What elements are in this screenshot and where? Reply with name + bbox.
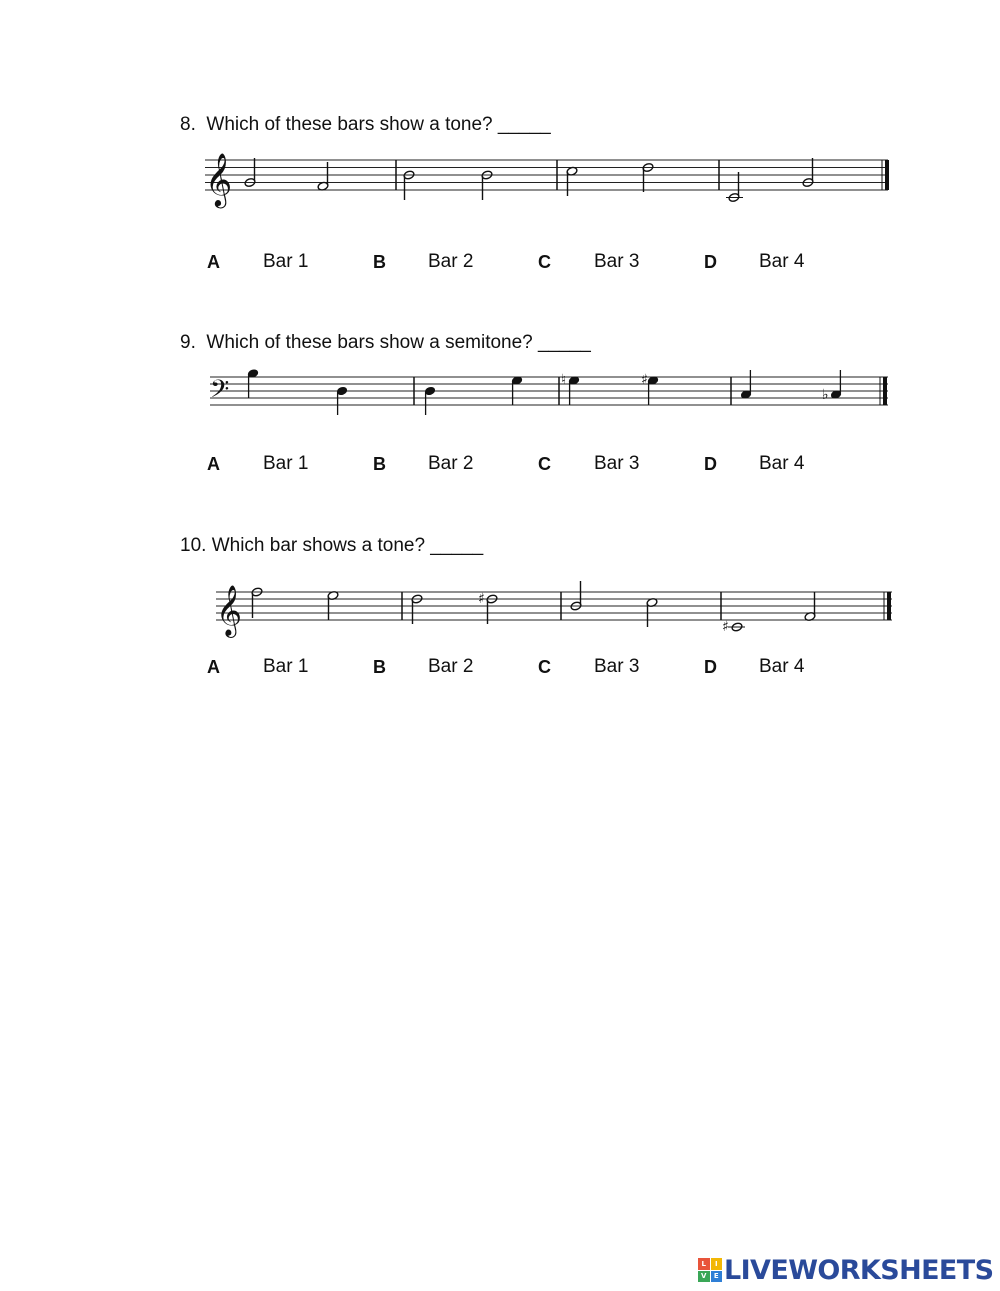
- option-label[interactable]: Bar 1: [263, 251, 309, 272]
- bar-1-notes: [248, 369, 348, 415]
- staff-lines: [205, 160, 888, 190]
- bar-4-notes: [726, 158, 814, 202]
- sharp-icon: ♯: [722, 619, 729, 635]
- option-label[interactable]: Bar 4: [759, 251, 805, 272]
- logo-text: LIVEWORKSHEETS: [724, 1254, 994, 1286]
- bar-2-notes: [411, 591, 498, 624]
- question-9-options: [207, 453, 847, 477]
- bar-2-notes: [425, 376, 523, 415]
- logo-mark-letter: V: [698, 1271, 710, 1283]
- question-8-staff: [0, 150, 1000, 210]
- treble-clef-icon: 𝄞: [205, 152, 233, 206]
- treble-clef-icon: 𝄞: [216, 585, 243, 636]
- option-label[interactable]: Bar 4: [759, 656, 805, 677]
- option-letter[interactable]: A: [207, 252, 220, 272]
- logo-mark-icon: [698, 1258, 722, 1282]
- staff-lines: [216, 592, 892, 620]
- option-letter[interactable]: B: [373, 454, 386, 474]
- option-letter[interactable]: A: [207, 454, 220, 474]
- option-letter[interactable]: D: [704, 252, 717, 272]
- logo-mark-letter: I: [711, 1258, 723, 1270]
- sharp-icon: ♯: [641, 372, 648, 388]
- liveworksheets-logo: [698, 1255, 993, 1285]
- option-letter[interactable]: D: [704, 454, 717, 474]
- question-8-text: 8. Which of these bars show a tone? _____: [180, 114, 551, 135]
- question-10-options: [207, 656, 847, 680]
- option-letter[interactable]: C: [538, 657, 551, 677]
- option-label[interactable]: Bar 1: [263, 656, 309, 677]
- question-10-text: 10. Which bar shows a tone? _____: [180, 535, 484, 556]
- logo-mark-letter: E: [711, 1271, 723, 1283]
- bass-clef-icon: 𝄢: [210, 375, 230, 410]
- option-label[interactable]: Bar 4: [759, 453, 805, 474]
- question-9-staff: [0, 370, 1000, 430]
- option-label[interactable]: Bar 2: [428, 656, 474, 677]
- option-label[interactable]: Bar 2: [428, 453, 474, 474]
- option-label[interactable]: Bar 3: [594, 453, 640, 474]
- option-label[interactable]: Bar 3: [594, 251, 640, 272]
- option-letter[interactable]: D: [704, 657, 717, 677]
- option-label[interactable]: Bar 2: [428, 251, 474, 272]
- option-label[interactable]: Bar 3: [594, 656, 640, 677]
- option-label[interactable]: Bar 1: [263, 453, 309, 474]
- staff-lines: [210, 377, 888, 405]
- question-8-options: [207, 251, 847, 275]
- option-letter[interactable]: A: [207, 657, 220, 677]
- option-letter[interactable]: C: [538, 252, 551, 272]
- flat-icon: ♭: [822, 387, 829, 403]
- option-letter[interactable]: B: [373, 657, 386, 677]
- question-9-text: 9. Which of these bars show a semitone? _____: [180, 332, 591, 353]
- option-letter[interactable]: C: [538, 454, 551, 474]
- question-10-staff: [0, 578, 1000, 638]
- sharp-icon: ♯: [478, 591, 485, 607]
- natural-icon: ♮: [561, 372, 567, 388]
- option-letter[interactable]: B: [373, 252, 386, 272]
- logo-mark-letter: L: [698, 1258, 710, 1270]
